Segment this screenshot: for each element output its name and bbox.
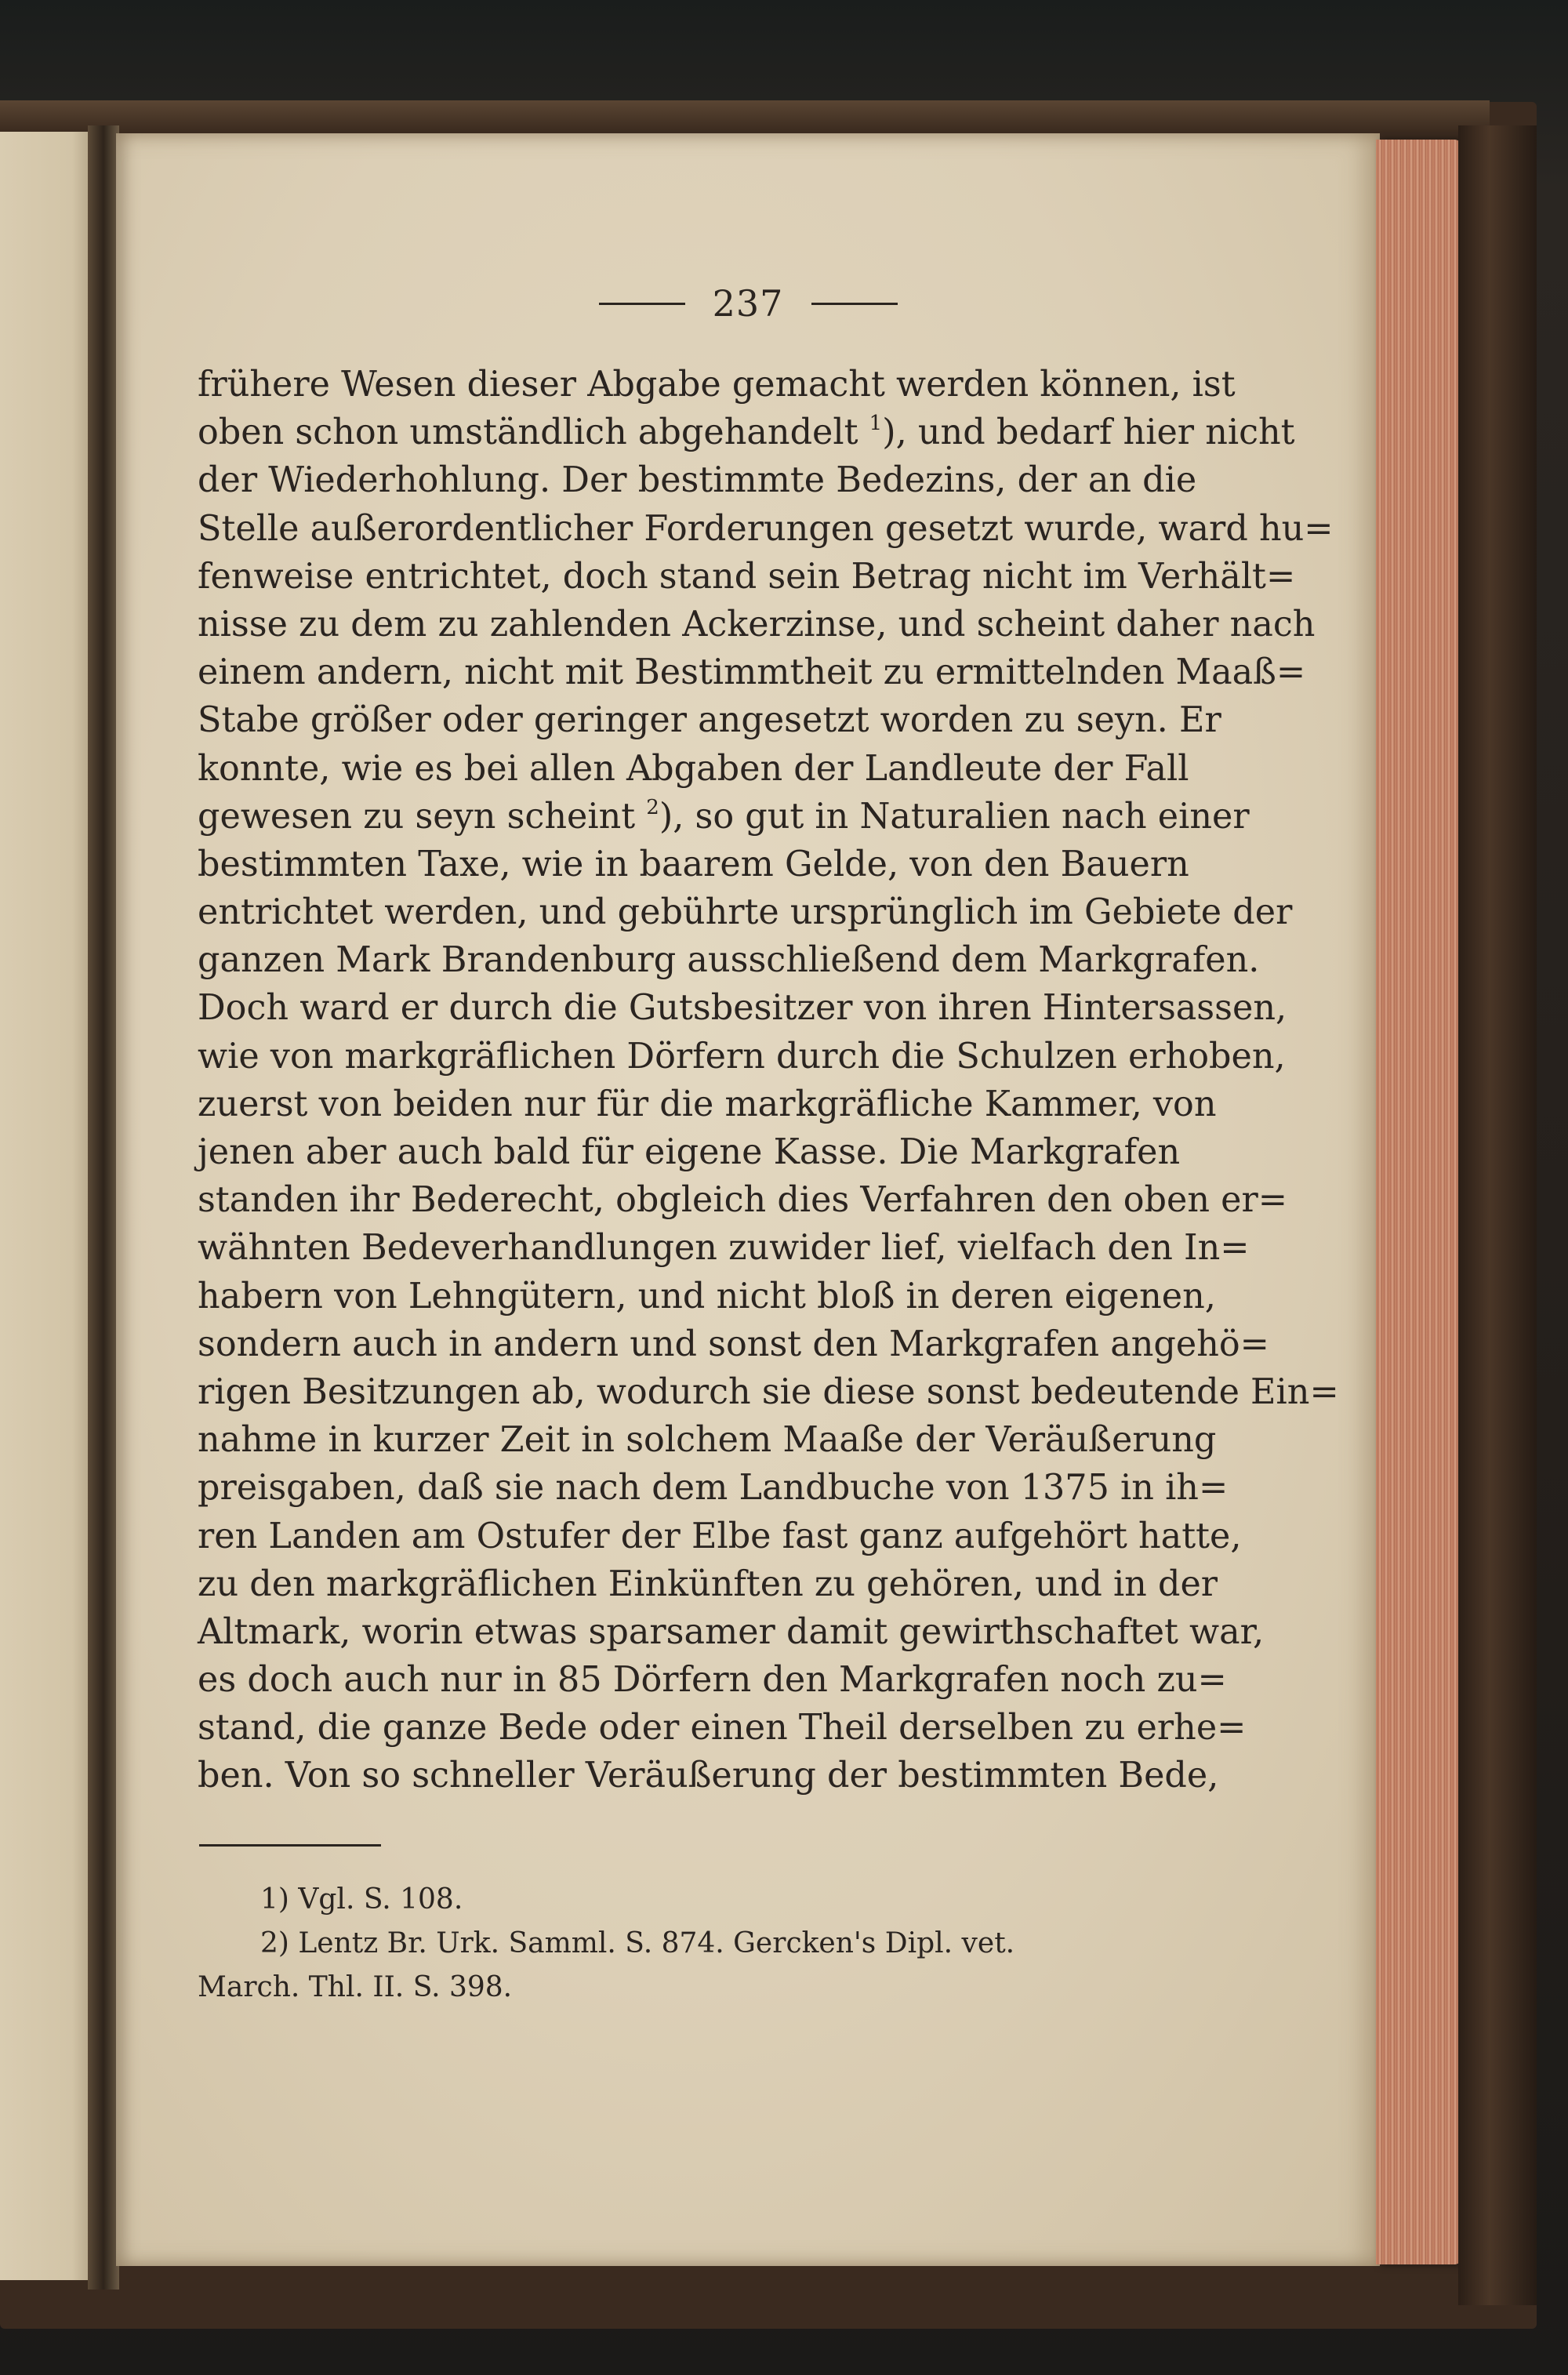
text-line: einem andern, nicht mit Bestimmtheit zu ermittelnden Maaß= <box>198 652 1306 693</box>
text-line: bestimmten Taxe, wie in baarem Gelde, von den Bauern <box>198 844 1189 884</box>
left-facing-page <box>0 132 90 2280</box>
text-line: preisgaben, daß sie nach dem Landbuche von 1375 in ih= <box>198 1468 1229 1509</box>
body-text <box>198 361 1339 1800</box>
text-line: ganzen Mark Brandenburg ausschließend dem Markgrafen. <box>198 940 1260 981</box>
text-line: wie von markgräflichen Dörfern durch die Schulzen erhoben, <box>198 1036 1286 1077</box>
text-line: stand, die ganze Bede oder einen Theil derselben zu erhe= <box>198 1708 1247 1749</box>
text-line: Doch ward er durch die Gutsbesitzer von ihren Hintersassen, <box>198 988 1287 1029</box>
text-line: zu den markgräflichen Einkünften zu gehören, und in der <box>198 1563 1218 1604</box>
text-line: rigen Besitzungen ab, wodurch sie diese sonst bedeutende Ein= <box>198 1371 1339 1412</box>
text-line: nisse zu dem zu zahlenden Ackerzinse, und scheint daher nach <box>198 604 1316 645</box>
text-line <box>198 793 1250 841</box>
footnote-ref: 1 <box>869 412 883 436</box>
footnotes <box>198 1878 1119 2010</box>
text-line: Stelle außerordentlicher Forderungen gesetzt wurde, ward hu= <box>198 508 1334 549</box>
text-line: Altmark, worin etwas sparsamer damit gewirthschaftet war, <box>198 1611 1265 1652</box>
text-line: jenen aber auch bald für eigene Kasse. Die Markgrafen <box>198 1132 1181 1172</box>
text-segment: gewesen zu seyn scheint <box>198 796 636 837</box>
header-rule-left <box>599 303 685 305</box>
header-rule-right <box>811 303 898 305</box>
footnote-2: 2) Lentz Br. Urk. Samml. S. 874. Gercken's Dipl. vet. <box>260 1927 1015 1959</box>
text-line: Stabe größer oder geringer angesetzt worden zu seyn. Er <box>198 700 1221 741</box>
text-line: nahme in kurzer Zeit in solchem Maaße der Veräußerung <box>198 1420 1217 1461</box>
text-segment: oben schon umständlich abgehandelt <box>198 412 858 453</box>
text-line: es doch auch nur in 85 Dörfern den Markgrafen noch zu= <box>198 1660 1227 1701</box>
text-segment: ), und bedarf hier nicht <box>882 412 1295 453</box>
text-line: ben. Von so schneller Veräußerung der bestimmten Bede, <box>198 1756 1219 1796</box>
text-line: fenweise entrichtet, doch stand sein Betrag nicht im Verhält= <box>198 556 1296 597</box>
book-cover-top-edge <box>0 100 1490 132</box>
text-segment: ), so gut in Naturalien nach einer <box>659 796 1250 837</box>
footnote-2-continued: March. Thl. II. S. 398. <box>198 1971 513 2003</box>
book-binding-right <box>1458 125 1537 2305</box>
text-line: zuerst von beiden nur für die markgräfliche Kammer, von <box>198 1084 1217 1124</box>
text-line <box>198 409 1295 456</box>
text-line: habern von Lehngütern, und nicht bloß in deren eigenen, <box>198 1276 1216 1316</box>
text-line: ren Landen am Ostufer der Elbe fast ganz aufgehört hatte, <box>198 1516 1242 1556</box>
book-gutter <box>88 125 119 2290</box>
text-line: der Wiederhohlung. Der bestimmte Bedezins, der an die <box>198 460 1197 501</box>
footnote-divider <box>199 1844 381 1847</box>
text-line: sondern auch in andern und sonst den Markgrafen angehö= <box>198 1324 1269 1364</box>
footnote-ref: 2 <box>646 795 659 819</box>
text-line: konnte, wie es bei allen Abgaben der Landleute der Fall <box>198 748 1189 789</box>
page-header <box>116 282 1380 337</box>
text-line: wähnten Bedeverhandlungen zuwider lief, vielfach den In= <box>198 1228 1250 1269</box>
footnote-1: 1) Vgl. S. 108. <box>260 1883 463 1916</box>
text-line: entrichtet werden, und gebührte ursprünglich im Gebiete der <box>198 892 1293 933</box>
text-line: frühere Wesen dieser Abgabe gemacht werden können, ist <box>198 365 1236 405</box>
text-line: standen ihr Bederecht, obgleich dies Verfahren den oben er= <box>198 1180 1288 1221</box>
page-number: 237 <box>712 282 784 325</box>
page-edges <box>1376 140 1462 2264</box>
